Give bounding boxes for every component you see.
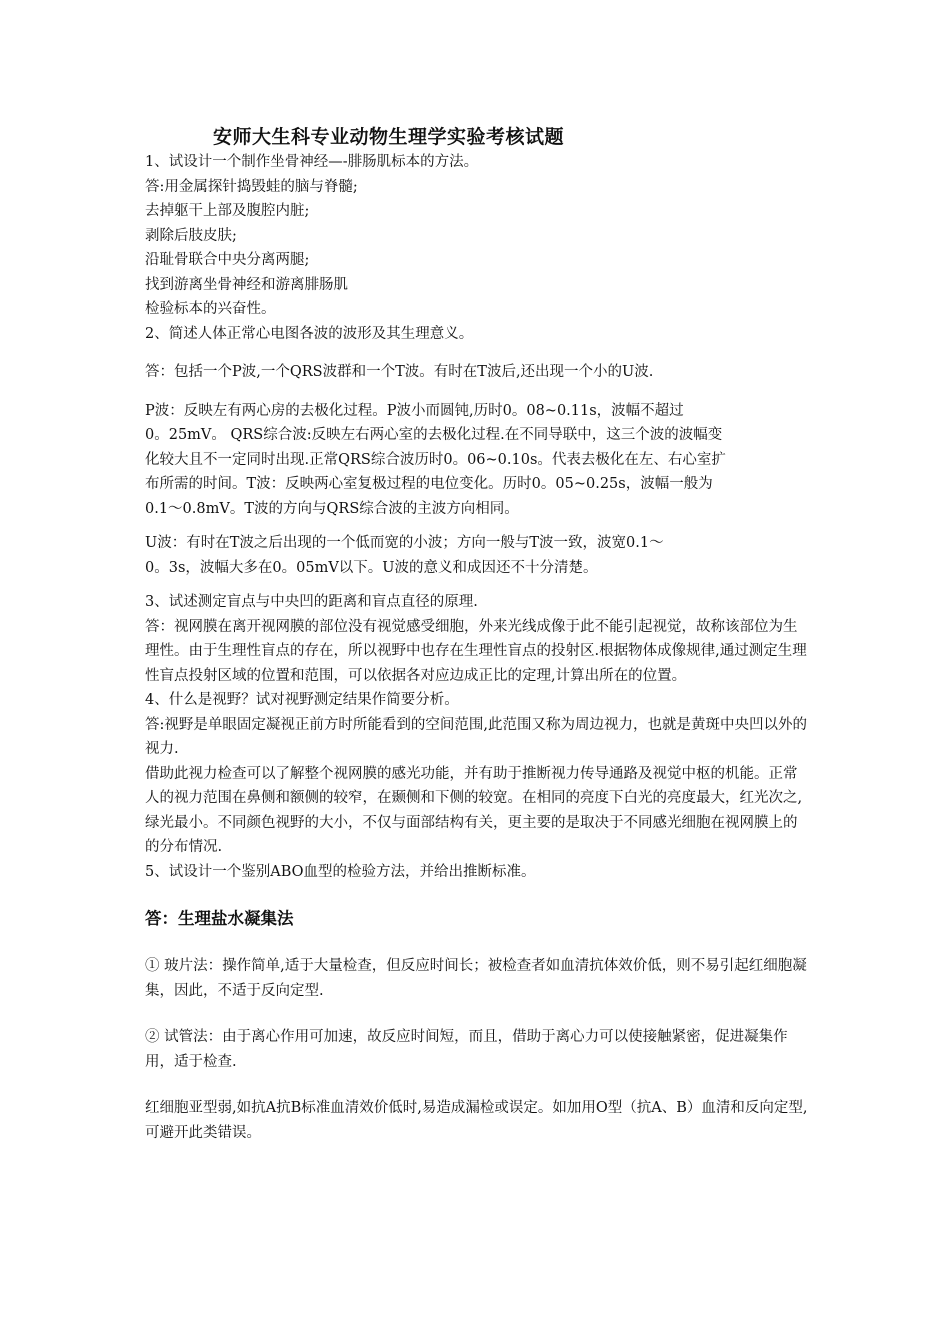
answer-3: 答：视网膜在离开视网膜的部位没有视觉感受细胞，外来光线成像于此不能引起视觉，故称该部位为生理性。由于生理性盲点的存在，所以视野中也存在生理性盲点的投射区.根据物体成像规律,通过测定生理性盲点投射区域的位置和范围，可以依据各对应边成正比的定理,计算出所在的位置。 xyxy=(145,618,807,684)
answer-1-line: 沿耻骨联合中央分离两腿; xyxy=(145,252,310,268)
answer-4-analysis: 借助此视力检查可以了解整个视网膜的感光功能，并有助于推断视力传导通路及视觉中枢的机能。正常人的视力范围在鼻侧和额侧的较窄，在颞侧和下侧的较宽。在相同的亮度下白光的亮度最大，红光次之,绿光最小。不同颜色视野的大小，不仅与面部结构有关，更主要的是取决于不同感光细胞在视网膜上的的分布情况. xyxy=(145,765,803,855)
answer-1-line: 剥除后肢皮肤; xyxy=(145,227,237,244)
question-3: 3、试述测定盲点与中央凹的距离和盲点直径的原理. xyxy=(145,594,478,610)
answer-1-line: 去掉躯干上部及腹腔内脏; xyxy=(145,203,310,219)
answer-5-tube-method: ② 试管法：由于离心作用可加速，故反应时间短，而且，借助于离心力可以使接触紧密，促进凝集作用，适于检查. xyxy=(145,1029,788,1070)
answer-1-line: 检验标本的兴奋性。 xyxy=(145,301,276,317)
document-body xyxy=(145,150,810,1145)
question-1: 1、试设计一个制作坐骨神经—-腓肠肌标本的方法。 xyxy=(145,154,479,170)
answer-2-line: U波：有时在T波之后出现的一个低而宽的小波；方向一般与T波一致，波宽0.1～ xyxy=(145,535,664,551)
answer-2-u-wave-paragraph xyxy=(145,531,810,580)
answer-5-note: 红细胞亚型弱,如抗A抗B标准血清效价低时,易造成漏检或误定。如加用O型（抗A、B）血清和反向定型,可避开此类错误。 xyxy=(145,1100,808,1141)
answer-2-line: 0。25mV。 QRS综合波:反映左右两心室的去极化过程.在不同导联中，这三个波的波幅变 xyxy=(145,427,723,443)
answer-2-line: 布所需的时间。T波：反映两心室复极过程的电位变化。历时0。05~0.25s，波幅一般为 xyxy=(145,476,713,492)
question-4: 4、什么是视野？试对视野测定结果作简要分析。 xyxy=(145,692,459,708)
answer-2-line: 0.1～0.8mV。T波的方向与QRS综合波的主波方向相同。 xyxy=(145,500,519,517)
answer-1-line: 答:用金属探针捣毁蛙的脑与脊髓; xyxy=(145,178,358,195)
answer-2-intro: 答：包括一个P波,一个QRS波群和一个T波。有时在T波后,还出现一个小的U波. xyxy=(145,364,654,380)
answer-5-heading: 答：生理盐水凝集法 xyxy=(145,909,294,928)
answer-2-line: 0。3s，波幅大多在0。05mV以下。U波的意义和成因还不十分清楚。 xyxy=(145,559,598,576)
answer-2-p-wave-paragraph xyxy=(145,399,810,522)
answer-4-definition: 答:视野是单眼固定凝视正前方时所能看到的空间范围,此范围又称为周边视力，也就是黄斑中央凹以外的视力. xyxy=(145,716,807,757)
answer-5-slide-method: ① 玻片法：操作简单,适于大量检查，但反应时间长；被检查者如血清抗体效价低，则不易引起红细胞凝集，因此，不适于反向定型. xyxy=(145,958,807,999)
question-5: 5、试设计一个鉴别ABO血型的检验方法，并给出推断标准。 xyxy=(145,863,536,880)
answer-2-line: P波：反映左有两心房的去极化过程。P波小而圆钝,历时0。08~0.11s，波幅不超过 xyxy=(145,402,684,419)
question-2: 2、简述人体正常心电图各波的波形及其生理意义。 xyxy=(145,325,474,342)
document-title: 安师大生科专业动物生理学实验考核试题 xyxy=(213,126,565,148)
answer-2-line: 化较大且不一定同时出现.正常QRS综合波历时0。06~0.10s。代表去极化在左、右心室扩 xyxy=(145,451,726,468)
answer-1-line: 找到游离坐骨神经和游离腓肠肌 xyxy=(145,276,348,293)
